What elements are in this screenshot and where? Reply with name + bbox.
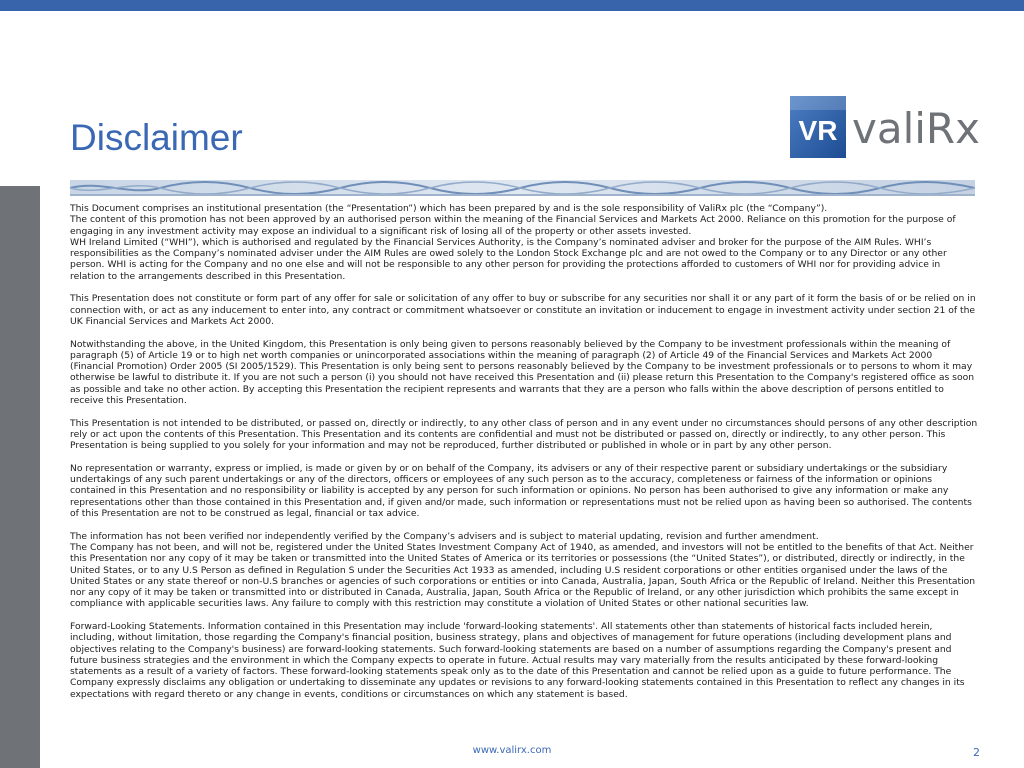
paragraph-2 [70, 293, 978, 327]
page-title: Disclaimer [70, 117, 243, 158]
disclaimer-body [70, 203, 978, 711]
logo-wordmark: valiRx [852, 104, 980, 153]
paragraph-line: This Presentation is not intended to be distributed, or passed on, directly or indirectly, to any other class of person and in any event under no circumstances should persons of any other description rely or act upon the contents of this Presentation. This Presentation and its contents are confidential and must not be distributed or passed on, directly or indirectly, to any other person. This Presentation is being supplied to you solely for your information and may not be reproduced, further distributed or published in whole or in part by any other person. [70, 417, 978, 452]
paragraph-line: Notwithstanding the above, in the United Kingdom, this Presentation is only being given to persons reasonably believed by the Company to be investment professionals within the meaning of paragraph (5) of Article 19 or to high net worth companies or unincorporated associations within the meaning of paragraph (2) of Article 49 of the Financial Services and Markets Act 2000 (Financial Promotion) Order 2005 (SI 2005/1529). This Presentation is only being sent to persons reasonably believed by the Company to be investment professionals or to persons to whom it may otherwise be lawful to distribute it. If you are not such a person (i) you should not have received this Presentation and (ii) please return this Presentation to the Company's registered office as soon as possible and take no other action. By accepting this Presentation the recipient represents and warrants that they are a person who falls within the above description of persons entitled to receive this Presentation. [70, 338, 975, 407]
valirx-logo [790, 96, 980, 158]
paragraph-line: The information has not been verified nor independently verified by the Company’s advisers and is subject to material updating, revision and further amendment. [70, 530, 819, 542]
paragraph-5 [70, 463, 978, 519]
paragraph-line: This Document comprises an institutional presentation (the “Presentation”) which has been prepared by and is the sole responsibility of ValiRx plc (the “Company”). [70, 203, 828, 214]
page-number: 2 [973, 746, 980, 759]
paragraph-7 [70, 621, 978, 700]
side-band [0, 186, 40, 768]
paragraph-6 [70, 531, 978, 610]
footer-url-link[interactable]: www.valirx.com [472, 745, 552, 756]
paragraph-3 [70, 339, 978, 407]
paragraph-1 [70, 203, 978, 282]
paragraph-line: No representation or warranty, express or implied, is made or given by or on behalf of the Company, its advisers or any of their respective parent or subsidiary undertakings or the subsidiary undertakings of any such parent undertakings or any of the directors, officers or employees of any such person as to the accuracy, completeness or fairness of the information or opinions contained in this Presentation and no responsibility or liability is accepted by any person for such information or opinions. No person has been authorised to give any information or make any representations other than those contained in this Presentation and, if given and/or made, such information or representations must not be relied upon as having been so authorised. The contents of this Presentation are not to be construed as legal, financial or tax advice. [70, 462, 972, 520]
paragraph-line: The Company has not been, and will not be, registered under the United States Investment Company Act of 1940, as amended, and investors will not be entitled to the benefits of that Act. Neither this Presentation nor any copy of it may be taken or transmitted into the United States of America or its territories or possessions (the “United States”), or distributed, directly or indirectly, in the United States, or to any U.S Person as defined in Regulation S under the Securities Act 1933 as amended, including U.S resident corporations or other entities organised under the laws of the United States or any state thereof or non-U.S branches or agencies of such corporations or entities or into Canada, Australia, Japan, South Africa or the Republic of Ireland. Neither this Presentation nor any copy of it may be taken or transmitted into or distributed in Canada, Australia, Japan, South Africa or the Republic of Ireland, or any other jurisdiction which prohibits the same except in compliance with applicable securities laws. Any failure to comply with this restriction may constitute a violation of United States or other national securities law. [70, 541, 976, 610]
paragraph-line: This Presentation does not constitute or form part of any offer for sale or solicitation of any offer to buy or subscribe for any securities nor shall it or any part of it form the basis of or be relied on in connection with, or act as any inducement to enter into, any contract or commitment whatsoever or constitute an invitation or inducement to engage in investment activity under section 21 of the UK Financial Services and Markets Act 2000. [70, 293, 976, 327]
paragraph-line: Forward-Looking Statements. Information contained in this Presentation may include 'forward-looking statements'. All statements other than statements of historical facts included herein, including, without limitation, those regarding the Company's financial position, business strategy, plans and objectives of management for future operations (including development plans and objectives relating to the Company's business) are forward-looking statements. Such forward-looking statements are based on a number of assumptions regarding the Company's present and future business strategies and the environment in which the Company expects to operate in future. Actual results may vary materially from the results anticipated by these forward-looking statements as a result of a variety of factors. These forward-looking statements speak only as to the date of this Presentation and cannot be relied upon as a guide to future performance. The Company expressly disclaims any obligation or undertaking to disseminate any updates or revisions to any forward-looking statements contained in this Presentation to reflect any changes in its expectations with regard thereto or any change in events, conditions or circumstances on which any statement is based. [70, 620, 965, 700]
vr-logo-icon [790, 96, 846, 158]
paragraph-line: The content of this promotion has not been approved by an authorised person within the meaning of the Financial Services and Markets Act 2000. Reliance on this promotion for the purpose of engaging in any investment activity may expose an individual to a significant risk of losing all of the property or other assets invested. [70, 214, 956, 237]
paragraph-line: WH Ireland Limited (“WHI”), which is authorised and regulated by the Financial Services Authority, is the Company’s nominated adviser and broker for the purpose of the AIM Rules. WHI’s responsibilities as the Company’s nominated adviser under the AIM Rules are owed solely to the London Stock Exchange plc and are not owed to the Company or to any Director or any other person. WHI is acting for the Company and no one else and will not be responsible to any other person for providing the protections afforded to customers of WHI nor for providing advice in relation to the arrangements described in this Presentation. [70, 236, 947, 282]
top-rule [0, 0, 1024, 11]
logo-badge-text: VR [798, 115, 838, 146]
dna-banner-strip [70, 180, 975, 196]
paragraph-4 [70, 418, 978, 452]
